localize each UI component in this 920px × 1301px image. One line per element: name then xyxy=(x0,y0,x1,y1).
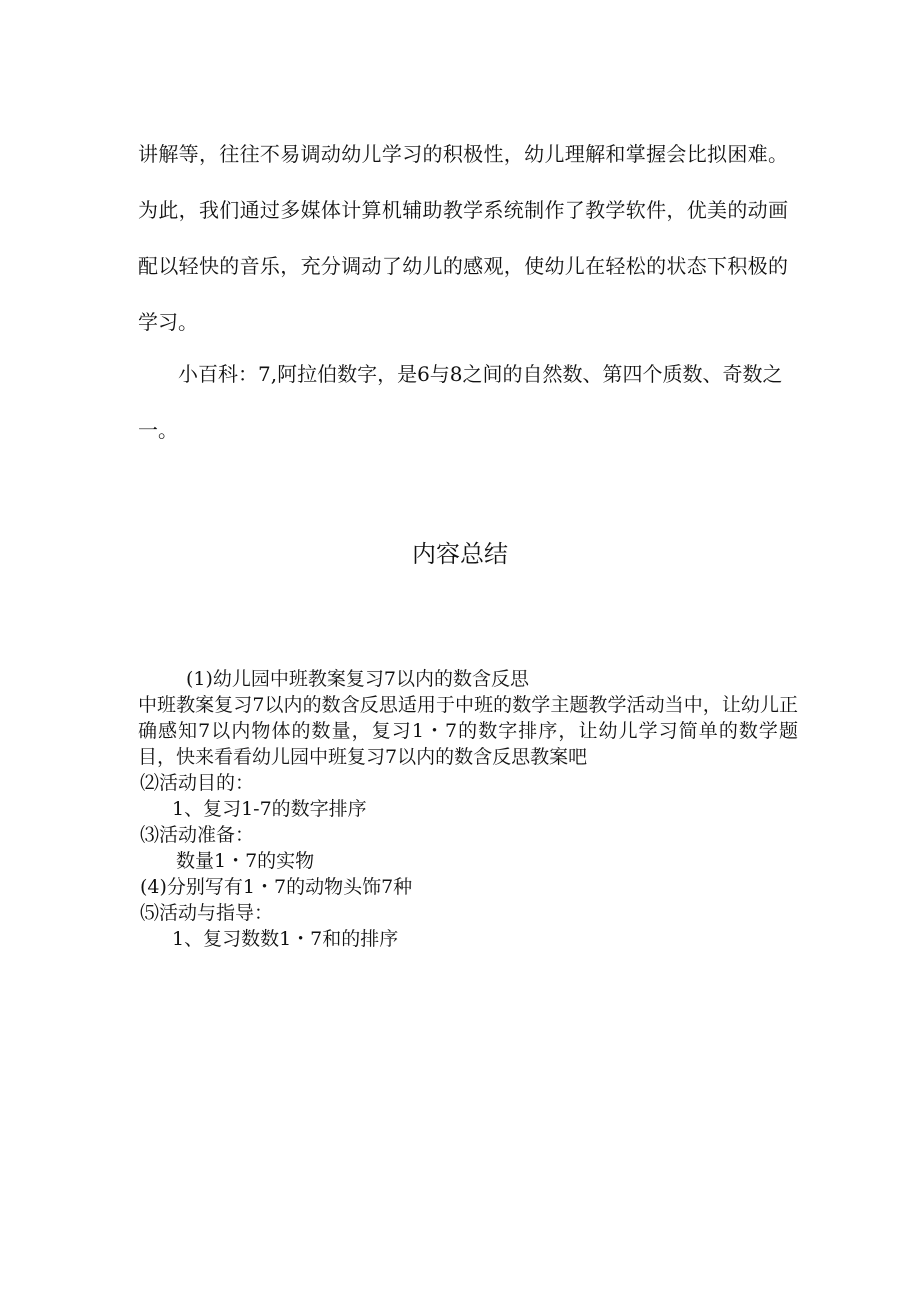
summary-section xyxy=(138,666,798,952)
summary-item-5-sub: 1、复习数数1・7和的排序 xyxy=(172,928,399,950)
summary-item-4: (4)分别写有1・7的动物头饰7种 xyxy=(140,876,413,898)
summary-item-5: ⑸活动与指导： xyxy=(140,902,274,924)
summary-item-3: ⑶活动准备： xyxy=(140,824,255,846)
summary-item-2-sub: 1、复习1-7的数字排序 xyxy=(172,798,367,820)
body-paragraph: 讲解等，往往不易调动幼儿学习的积极性，幼儿理解和掌握会比拟困难。为此，我们通过多媒体计算机辅助教学系统制作了教学软件，优美的动画配以轻快的音乐，充分调动了幼儿的感观，使幼儿在轻松的状态下积极的学习。 xyxy=(138,142,788,334)
summary-item-2: ⑵活动目的： xyxy=(140,772,255,794)
summary-item-3-sub: 数量1・7的实物 xyxy=(176,850,315,872)
summary-item-1-body: 中班教案复习7以内的数含反思适用于中班的数学主题教学活动当中，让幼儿正确感知7以内物体的数量，复习1・7的数字排序，让幼儿学习简单的数学题目，快来看看幼儿园中班复习7以内的数含反思教案吧 xyxy=(138,694,798,768)
summary-title: 内容总结 xyxy=(412,540,508,568)
encyclopedia-note: 小百科：7,阿拉伯数字，是6与8之间的自然数、第四个质数、奇数之一。 xyxy=(138,362,783,442)
summary-item-1: (1)幼儿园中班教案复习7以内的数含反思 xyxy=(186,668,530,690)
